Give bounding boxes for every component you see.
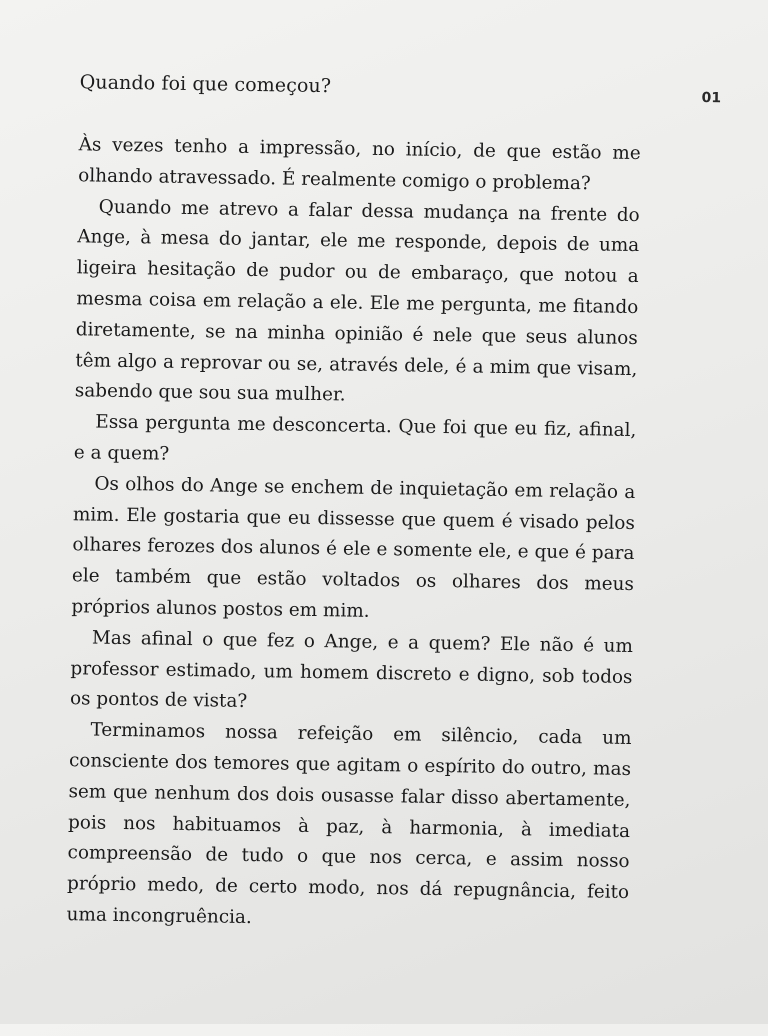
body-text [66, 130, 641, 939]
paragraph-1: Às vezes tenho a impressão, no início, de que estão me olhando atravessado. É realmente comigo o problema? [78, 134, 641, 195]
page-number: 01 [701, 90, 722, 107]
paragraph-3: Essa pergunta me desconcerta. Que foi que eu fiz, afinal, e a quem? [73, 411, 637, 465]
chapter-title: Quando foi que começou? [79, 71, 332, 98]
paragraph-2: Quando me atrevo a falar dessa mudança na frente do Ange, à mesa do jantar, ele me responde, depois de uma ligeira hesitação de pudor ou de embaraço, que notou a mesma coisa em relação a ele. Ele me pergunta, me fitando diretamente, se na minha opinião é nele que seus alunos têm algo a reprovar ou se, através dele, é a mim que visam, sabendo que sou sua mulher. [74, 196, 640, 406]
paragraph-5: Mas afinal o que fez o Ange, e a quem? Ele não é um professor estimado, um homem discreto e digno, sob todos os pontos de vista? [69, 627, 634, 713]
paragraph-6: Terminamos nossa refeição em silêncio, cada um consciente dos temores que agitam o espírito do outro, mas sem que nenhum dos dois ousasse falar disso abertamente, pois nos habituamos à paz, à harmonia, à imediata compreensão de tudo o que nos cerca, e assim nosso próprio medo, de certo modo, nos dá repugnância, feito uma incongruência. [66, 719, 632, 928]
paragraph-4: Os olhos do Ange se enchem de inquietação em relação a mim. Ele gostaria que eu dissesse que quem é visado pelos olhares ferozes dos alunos é ele e somente ele, e que é para ele também que estão voltados os olhares dos meus próprios alunos postos em mim. [71, 473, 636, 622]
